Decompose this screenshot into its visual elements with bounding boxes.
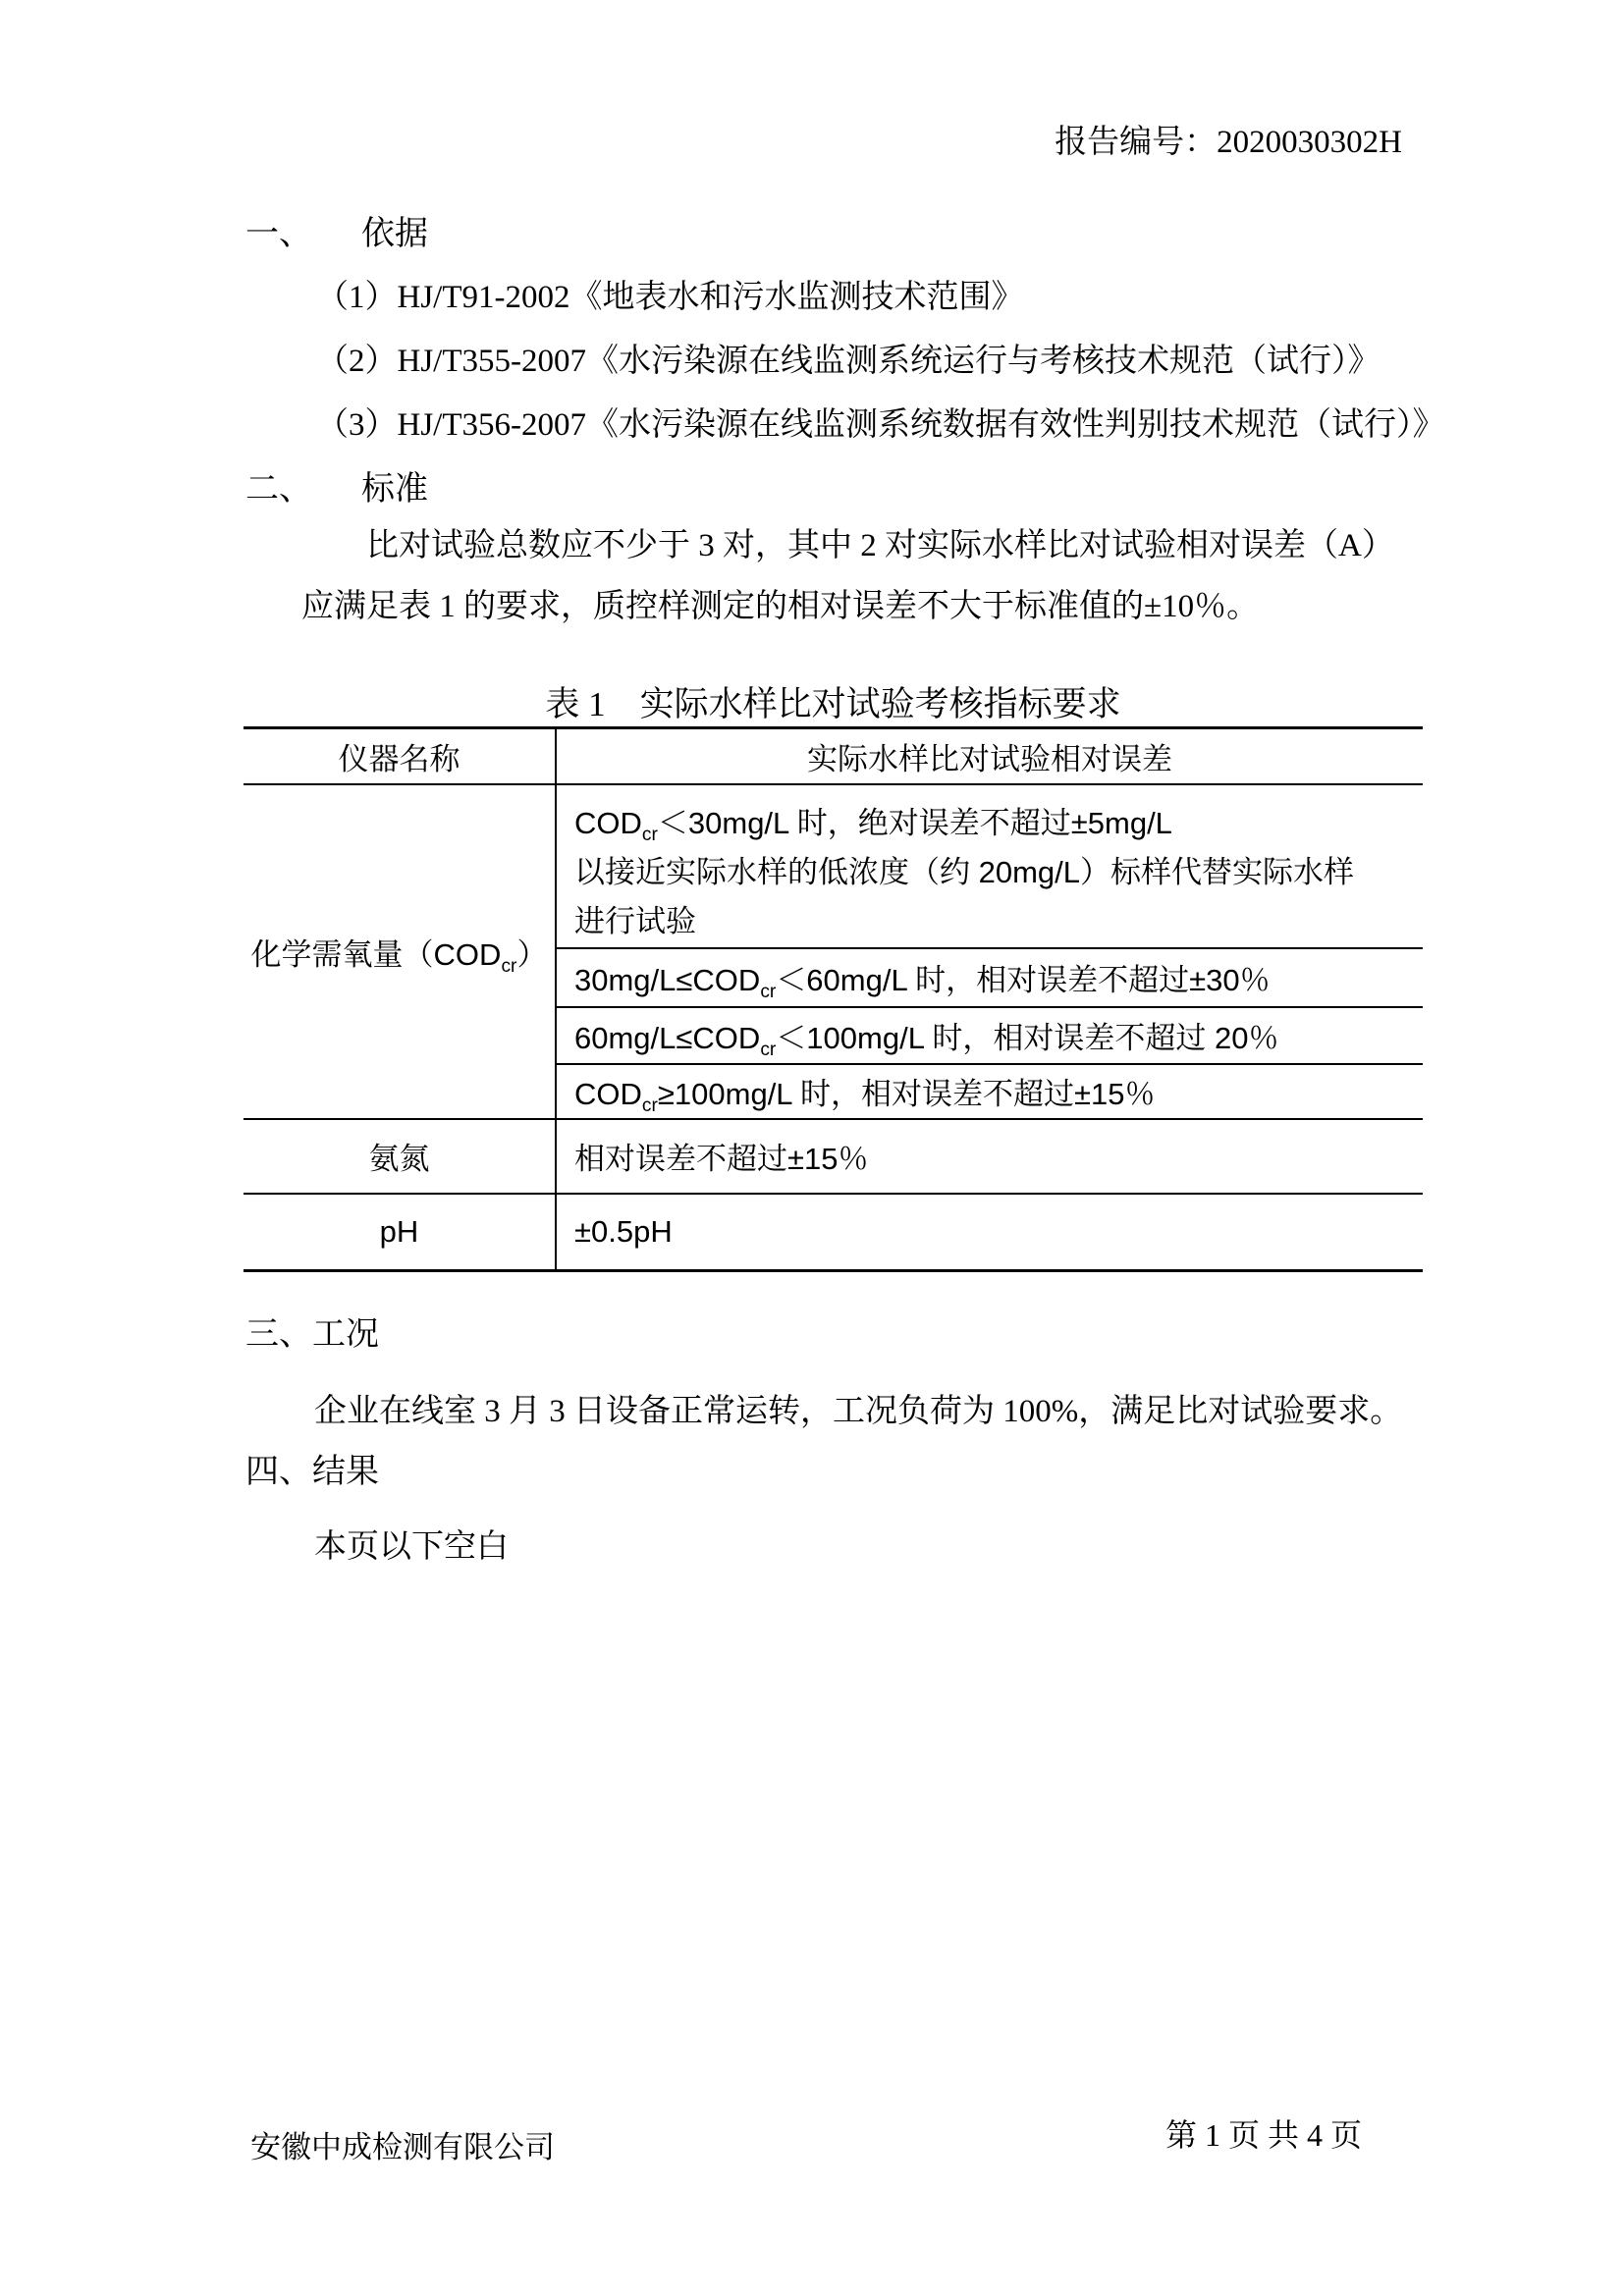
cod-instrument-label: 化学需氧量$(COD_{cr})$ xyxy=(244,784,556,1119)
reference-item-3: （3）HJ/T356-2007《水污染源在线监测系统数据有效性判别技术规范（试行）》 xyxy=(316,407,1445,443)
reference-item-1: （1）HJ/T91-2002《地表水和污水监测技术范围》 xyxy=(316,280,1024,315)
table-header-row xyxy=(244,728,1423,784)
cod-range3-cell: $60mg/L\le COD_{cr}<100mg/L$ 时，相对误差不超过 20％ xyxy=(556,1007,1423,1064)
section-1-heading xyxy=(245,206,428,254)
cod-range1-line-1: $COD_{cr}<30mg/L$ 时，绝对误差不超过±5mg/L xyxy=(574,805,1172,845)
table-row-ph xyxy=(244,1194,1423,1271)
section-3-number: 三、 xyxy=(245,1316,312,1353)
footer-company-name: 安徽中成检测有限公司 xyxy=(250,2130,555,2164)
section-3-heading xyxy=(245,1307,379,1355)
standard-paragraph-line-1: 比对试验总数应不少于 3 对，其中 2 对实际水样比对试验相对误差（A） xyxy=(366,528,1394,563)
requirements-table xyxy=(244,726,1423,1272)
cod-range1-line-2: 以接近实际水样的低浓度（约 20mg/L）标样代替实际水样 xyxy=(574,854,1355,889)
reference-item-2: （2）HJ/T355-2007《水污染源在线监测系统运行与考核技术规范（试行）》 xyxy=(316,344,1380,379)
report-number-value: 2020030302H xyxy=(1217,125,1402,160)
cod-range4-cell: $COD_{cr}\ge 100mg/L$ 时，相对误差不超过±15％ xyxy=(556,1064,1423,1119)
cod-range2-cell: $30mg/L\le COD_{cr}<60mg/L$ 时，相对误差不超过±30％ xyxy=(556,948,1423,1007)
ph-value: ±0.5pH xyxy=(556,1194,1423,1271)
section-4-title: 结果 xyxy=(312,1454,379,1490)
cod-range1-line-3: 进行试验 xyxy=(574,903,696,938)
table-row-ammonia xyxy=(244,1119,1423,1194)
section-2-number: 二、 xyxy=(245,471,312,507)
ammonia-value: 相对误差不超过±15％ xyxy=(556,1119,1423,1194)
report-number-line xyxy=(1055,116,1402,162)
section-4-number: 四、 xyxy=(245,1454,312,1490)
section-3-title: 工况 xyxy=(312,1316,379,1353)
report-number-label: 报告编号： xyxy=(1055,125,1218,160)
ph-label: pH xyxy=(244,1194,556,1271)
cod-range1-cell xyxy=(556,784,1423,948)
ammonia-label: 氨氮 xyxy=(244,1119,556,1194)
table-header-instrument: 仪器名称 xyxy=(338,741,460,776)
standard-paragraph-line-2: 应满足表 1 的要求，质控样测定的相对误差不大于标准值的±10％。 xyxy=(301,589,1260,624)
section-2-heading xyxy=(245,461,428,509)
table-1-title: 表 1 实际水样比对试验考核指标要求 xyxy=(545,685,1121,723)
section-1-number: 一、 xyxy=(245,216,312,252)
section-2-title: 标准 xyxy=(361,471,428,507)
operating-condition-paragraph: 企业在线室 3 月 3 日设备正常运转，工况负荷为 100%，满足比对试验要求。 xyxy=(314,1394,1403,1429)
blank-below-note: 本页以下空白 xyxy=(314,1529,509,1565)
section-4-heading xyxy=(245,1444,379,1492)
table-row-cod-range1 xyxy=(244,784,1423,948)
section-1-title: 依据 xyxy=(361,216,428,252)
table-header-relative-error: 实际水样比对试验相对误差 xyxy=(556,728,1423,784)
footer-page-number: 第 1 页 共 4 页 xyxy=(1164,2117,1362,2153)
